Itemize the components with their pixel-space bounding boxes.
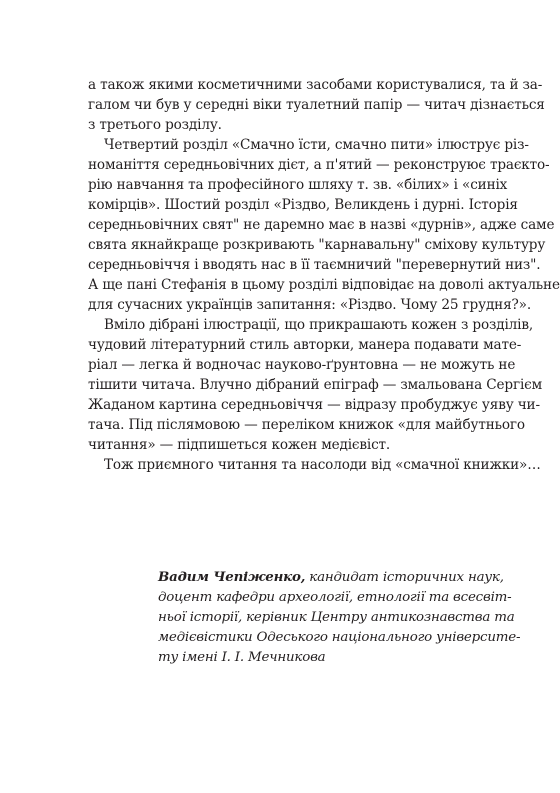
author-name: Вадим Чепіженко, [158,569,306,585]
text-line: середньовіччя і вводять нас в її таємничий "перевернутий низ". [88,257,541,273]
paragraph-2 [88,135,560,315]
text-line: Четвертий розділ «Смачно їсти, смачно пити» ілюструє різ- [104,137,529,153]
text-line: Тож приємного читання та насолоди від «смачної книжки»… [104,457,541,473]
text-line: ріал — легка й водночас науково-ґрунтовна — не можуть не [88,357,516,373]
text-line: Жаданом картина середньовіччя — відразу пробуджує уяву чи- [88,397,540,413]
text-line: А ще пані Стефанія в цьому розділі відповідає на доволі актуальне [88,277,560,293]
signature-line: доцент кафедри археології, етнології та всесвіт- [158,590,512,605]
text-line: рію навчання та професійного шляху т. зв. «білих» і «синіх [88,177,508,193]
text-line: середньовічних свят" не даремно має в назві «дурнів», адже саме [88,217,555,233]
text-line: тішити читача. Влучно дібраний епіграф — змальована Сергієм [88,377,543,393]
paragraph-3 [88,315,543,455]
main-text [88,75,560,475]
text-line: читання» — підпишеться кожен медієвіст. [88,437,391,453]
paragraph-4 [88,455,541,475]
signature-line: ньої історії, керівник Центру антикознавства та [158,610,515,625]
text-line: для сучасних українців запитання: «Різдво. Чому 25 грудня?». [88,297,531,313]
signature-block [158,567,521,668]
signature-line: ту імені І. І. Мечникова [158,650,326,665]
author-title: кандидат історичних наук, [305,570,504,585]
signature-line: медієвістики Одеського національного університе- [158,630,521,645]
text-line: тача. Під післямовою — переліком книжок «для майбутнього [88,417,525,433]
paragraph-1 [88,75,545,135]
text-line: з третього розділу. [88,117,222,133]
text-line: чудовий літературний стиль авторки, манера подавати мате- [88,337,522,353]
text-line: галом чи був у середні віки туалетний папір — читач дізнається [88,97,545,113]
text-line: свята якнайкраще розкривають "карнавальну" сміхову культуру [88,237,546,253]
text-line: номаніття середньовічних дієт, а п'ятий — реконструює траєкто- [88,157,550,173]
text-line: а також якими косметичними засобами користувалися, та й за- [88,77,543,93]
signature-line [158,567,504,588]
text-line: комірців». Шостий розділ «Різдво, Великдень і дурні. Історія [88,197,518,213]
text-line: Вміло дібрані ілюстрації, що прикрашають кожен з розділів, [104,317,534,333]
